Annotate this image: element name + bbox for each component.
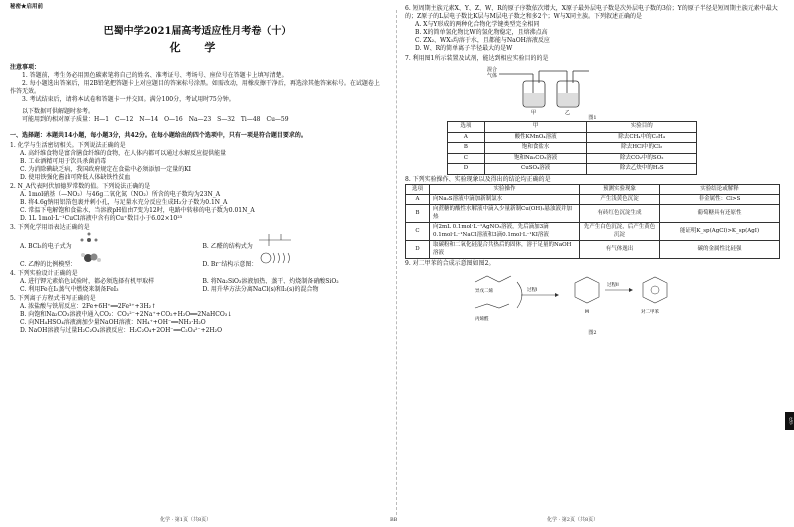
subject-title: 化 学 <box>169 40 226 54</box>
question-6 <box>405 5 780 54</box>
exam-title: 巴蜀中学2021届高考适应性月考卷（十） <box>103 26 292 38</box>
data-intro: 以下数据可供解题时参考。 <box>22 108 95 116</box>
cell: 饱和食盐水 <box>484 143 587 153</box>
col-header: 甲 <box>484 122 587 132</box>
bromide-ion-diagram-figure <box>259 250 295 266</box>
table-row <box>448 164 697 174</box>
col-header: 选项 <box>406 184 430 194</box>
note-2: 2. 每小题选出答案后，用2B铅笔把答题卡上对应题目的答案标号涂黑。如需改动，用橡皮擦干净后，再选涂其他答案标号。在试题卷上作答无效。 <box>10 79 380 96</box>
option-b: B. X的简单氢化物比W的氢化物稳定，且熔沸点高 <box>415 29 548 37</box>
bcl3-electron-formula-figure <box>74 232 104 248</box>
option-c: C. 乙醇的比例模型： <box>20 250 203 269</box>
option-c: C. ZX₂、WX₃均溶于水，且都能与NaOH溶液反应 <box>415 37 550 45</box>
cell: 向2mL 0.1mol·L⁻¹AgNO₃溶液，先后滴加3滴0.1mol·L⁻¹NaCl溶液和3滴0.1mol·L⁻¹KI溶液 <box>430 223 580 241</box>
q8-table <box>405 184 780 259</box>
ethanol-model-figure <box>78 250 104 266</box>
cell: 有气体逸出 <box>580 241 660 259</box>
cell: 向蔗糖的酸性水解液中滴入少量新制Cu(OH)₂悬浊液并加热 <box>430 205 580 223</box>
table-row <box>406 195 780 205</box>
cell: 非金属性：Cl>S <box>660 195 780 205</box>
cell: CuSO₄溶液 <box>484 164 587 174</box>
subject-side-tab: 化学 <box>785 412 794 430</box>
table-header-row <box>448 122 697 132</box>
option-c: C. 常温下电解饱和食盐水，当溶液pH值由7变为12时，电路中转移的电子数为0.01N_A <box>20 207 255 215</box>
cell: 先产生白色沉淀，后产生黄色沉淀 <box>580 223 660 241</box>
cell: 能证明K_sp(AgCl)>K_sp(AgI) <box>660 223 780 241</box>
question-stem: 3. 下列化学用语表达正确的是 <box>10 224 90 232</box>
cell: D <box>448 164 485 174</box>
section-heading: 一、选择题：本题共14小题，每小题3分，共42分。在每小题给出的四个选项中，只有一项是符合题目要求的。 <box>10 132 307 140</box>
question-stem: 6. 短周期主族元素X、Y、Z、W、R的原子序数依次增大，X原子最外层电子数是次外层电子数的3倍；Y的原子半径是短周期主族元素中最大的；Z原子的L层电子数比K层与M层电子数之和多2个；W与X同主族。下列叙述正确的是 <box>405 5 778 21</box>
cell: B <box>448 143 485 153</box>
cell: 除去CO₂中的SO₂ <box>587 153 697 163</box>
option-b: B. 工业酒精可用于饮具杀菌消毒 <box>20 157 107 165</box>
question-stem: 9. 对二甲苯的合成示意图如图2。 <box>405 259 495 267</box>
question-3 <box>10 224 385 268</box>
option-d: D. 使用铁强化酱油可降低人体缺铁性贫血 <box>20 173 131 181</box>
table-row <box>406 223 780 241</box>
question-9 <box>405 260 780 337</box>
option-a: A. 进行钾元素焰色试验时，都必须选择有机甲取样 <box>20 277 155 285</box>
table-row <box>406 205 780 223</box>
question-7 <box>405 55 780 175</box>
option-c: C. 为消除碘缺乏病，我国政府规定在食盐中必须添加一定量的KI <box>20 165 192 173</box>
option-b: B. 向饱和Na₂CO₃溶液中通入CO₂：CO₃²⁻+2Na⁺+CO₂+H₂O══2NaHCO₃↓ <box>20 311 233 319</box>
page-footer: 化学 · 第2页（共8页） <box>547 517 599 524</box>
option-b: B. 将4.6g钠用铝箔包裹并刺小孔，与足量水充分反应生成H₂分子数为0.1N_A <box>20 199 228 207</box>
note-1: 1. 答题前，考生务必用黑色碳素笔将自己的姓名、准考证号、考场号、座位号在答题卡上填写清楚。 <box>22 71 288 79</box>
cell: 有砖红色沉淀生成 <box>580 205 660 223</box>
fig-label-process-1: 过程I <box>527 288 538 294</box>
question-4 <box>10 270 385 294</box>
option-d: D. 用升华方法分离NaCl(s)和I₂(s)的混合物 <box>202 285 319 293</box>
option-d: D. 1L 1mol·L⁻¹CuCl溶液中含有的Cu⁺数目小于6.02×10²³ <box>20 215 183 223</box>
question-5 <box>10 295 385 335</box>
cell: 葡萄糖具有还原性 <box>660 205 780 223</box>
cell: A <box>406 195 430 205</box>
q7-table <box>447 121 697 174</box>
cell: 向Na₂S溶液中滴加新制氯水 <box>430 195 580 205</box>
note-3: 3. 考试结束后，请将本试卷和答题卡一并交回。满分100分，考试用时75分钟。 <box>22 96 235 104</box>
col-header: 实验结论或解释 <box>660 184 780 194</box>
cell: C <box>448 153 485 163</box>
fig-label-process-2: 过程II <box>607 283 619 289</box>
acetaldehyde-structure-figure <box>255 232 295 248</box>
option-a: A. BCl₃的电子式为 <box>20 232 203 251</box>
option-b: B. 乙醛的结构式为 <box>203 232 386 251</box>
option-a: A. X与Y形成的两种化合物化学键类型完全相同 <box>415 21 540 29</box>
notes-heading: 注意事项： <box>10 63 41 71</box>
fig-label-acrolein: 丙烯醛 <box>475 317 489 323</box>
option-a: A. 浓盐酸与铁屑反应：2Fe+6H⁺══2Fe³⁺+3H₂↑ <box>20 302 157 310</box>
table-row <box>448 153 697 163</box>
fig-label-m: M <box>585 310 589 316</box>
figure-1-caption: 图1 <box>588 114 597 121</box>
question-1 <box>10 142 385 182</box>
option-a: A. 1mol硝基（—NO₂）与46g二氧化氮（NO₂）所含的电子数均为23N_A <box>20 191 221 199</box>
confidential-mark: 秘密★启用前 <box>10 4 44 10</box>
fig-label-mixed: 混合 <box>487 66 498 73</box>
cell: 除去乙炔中的H₂S <box>587 164 697 174</box>
table-row <box>406 241 780 259</box>
table-row <box>448 143 697 153</box>
page-footer: 化学 · 第1页（共8页） <box>160 517 212 524</box>
options-row-cd <box>10 251 385 269</box>
fig-label-p-xylene: 对二甲苯 <box>641 310 659 316</box>
col-header: 预测实验现象 <box>580 184 660 194</box>
cell: 碳的金属性比硅强 <box>660 241 780 259</box>
atomic-masses: 可能用到的相对原子质量：H—1 C—12 N—14 O—16 Na—23 S—32 Ti—48 Cu—59 <box>22 116 289 124</box>
cell: 酸性KMnO₄溶液 <box>484 132 587 142</box>
figure-2-caption: 图2 <box>588 330 597 337</box>
cell: A <box>448 132 485 142</box>
fig-label-gas: 气体 <box>487 72 498 79</box>
option-c: C. 向NH₄HSO₄溶液滴加少量NaOH溶液：NH₄⁺+OH⁻══NH₃·H₂O <box>20 319 206 327</box>
option-b: B. 将Na₂SiO₃溶液加热、蒸干、灼烧制备硝酸SiO₂ <box>202 277 339 285</box>
bottom-mark: BB <box>390 517 398 524</box>
question-stem: 2. N_A代表阿伏加德罗常数的值。下列说法正确的是 <box>10 182 151 190</box>
cell: C <box>406 223 430 241</box>
cell: 除去CH₄中的C₂H₄ <box>587 132 697 142</box>
question-stem: 7. 利用图1所示装置及试剂，能达到相应实验目的的是 <box>405 54 549 62</box>
options-row-ab <box>10 278 385 286</box>
option-d: D. NaOH溶液与过量H₂C₂O₄溶液反应：H₂C₂O₄+2OH⁻══C₂O₄²⁻+2H₂O <box>20 327 222 335</box>
question-8 <box>405 176 780 259</box>
col-header: 实验操作 <box>430 184 580 194</box>
option-a: A. 高纤维食物是富含膳食纤维的食物，在人体内都可以通过水解反应提供能量 <box>20 149 227 157</box>
option-d: D. W、R的简单离子半径最大的是W <box>415 45 513 53</box>
fig-label-isoprene: 异戊二烯 <box>475 289 493 295</box>
right-page <box>397 0 794 527</box>
fig-label-jia: 甲 <box>531 109 537 115</box>
table-row <box>448 132 697 142</box>
gas-washing-apparatus-figure <box>485 63 685 115</box>
question-stem: 8. 下列实验操作、实验现象以及得出的结论均正确的是 <box>405 175 551 183</box>
question-stem: 4. 下列实验设计正确的是 <box>10 269 78 277</box>
options-row-cd <box>10 286 385 294</box>
cell: 饱和Na₂CO₃溶液 <box>484 153 587 163</box>
option-d: D. Br⁻结构示意图： <box>203 250 386 269</box>
question-stem: 5. 下列离子方程式书写正确的是 <box>10 294 96 302</box>
cell: 产生浅黄色沉淀 <box>580 195 660 205</box>
cell: B <box>406 205 430 223</box>
cell: 除去HCl中的Cl₂ <box>587 143 697 153</box>
option-c: C. 利用Fe在I₂蒸气中燃烧来制备FeI₃ <box>20 285 119 293</box>
question-2 <box>10 183 385 223</box>
fig-label-yi: 乙 <box>565 109 571 115</box>
table-header-row <box>406 184 780 194</box>
col-header: 选项 <box>448 122 485 132</box>
p-xylene-synthesis-figure <box>465 268 765 330</box>
cell: D <box>406 241 430 259</box>
question-stem: 1. 化学与生活密切相关。下列说法正确的是 <box>10 141 126 149</box>
cell: 取碳粉和二氧化硅混合共热后的固体，溶于足量的NaOH溶液 <box>430 241 580 259</box>
options-row-ab <box>10 233 385 251</box>
col-header: 实验目的 <box>587 122 697 132</box>
